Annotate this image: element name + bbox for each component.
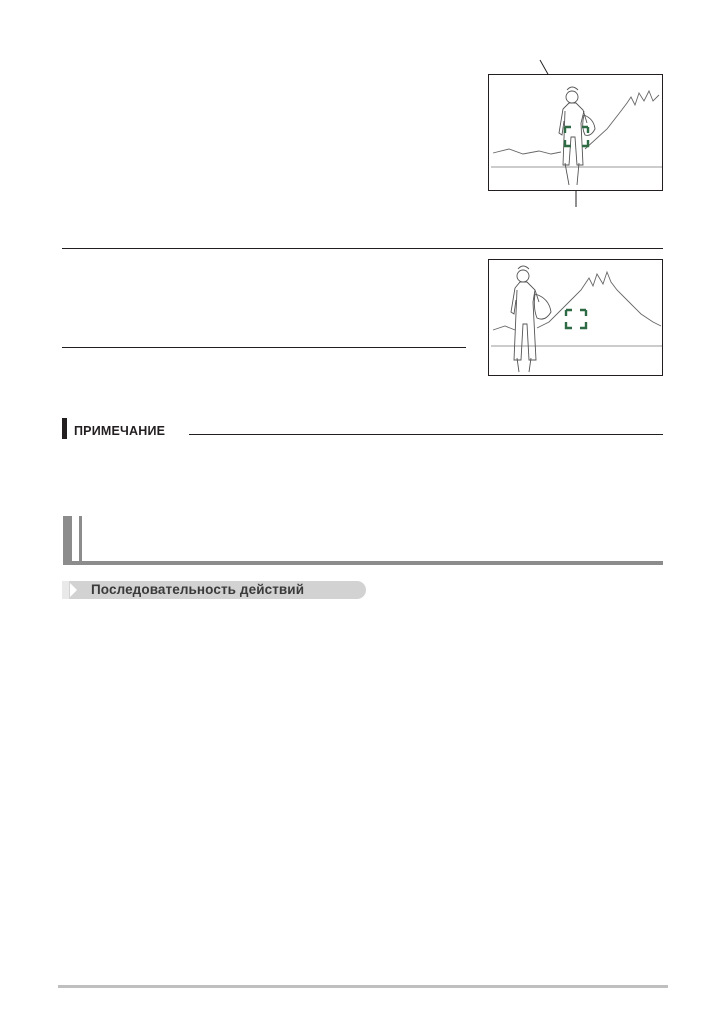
procedure-label: Последовательность действий — [91, 582, 305, 597]
section-marker-thin — [79, 516, 82, 561]
chevron-right-icon — [70, 583, 77, 597]
section-rule — [63, 561, 663, 565]
footer-rule — [58, 985, 668, 988]
note-heading: ПРИМЕЧАНИЕ — [74, 424, 166, 438]
note-marker — [62, 418, 67, 439]
section-marker — [63, 516, 72, 561]
divider-rule — [62, 248, 663, 249]
focus-frame-icon — [566, 310, 586, 328]
illustration-focus-on-background — [488, 259, 663, 376]
illustration-focus-on-subject — [488, 74, 663, 191]
divider-rule-short — [62, 347, 466, 348]
note-rule — [189, 434, 663, 435]
procedure-pill-tab — [62, 581, 69, 599]
focus-frame-icon — [565, 127, 588, 146]
